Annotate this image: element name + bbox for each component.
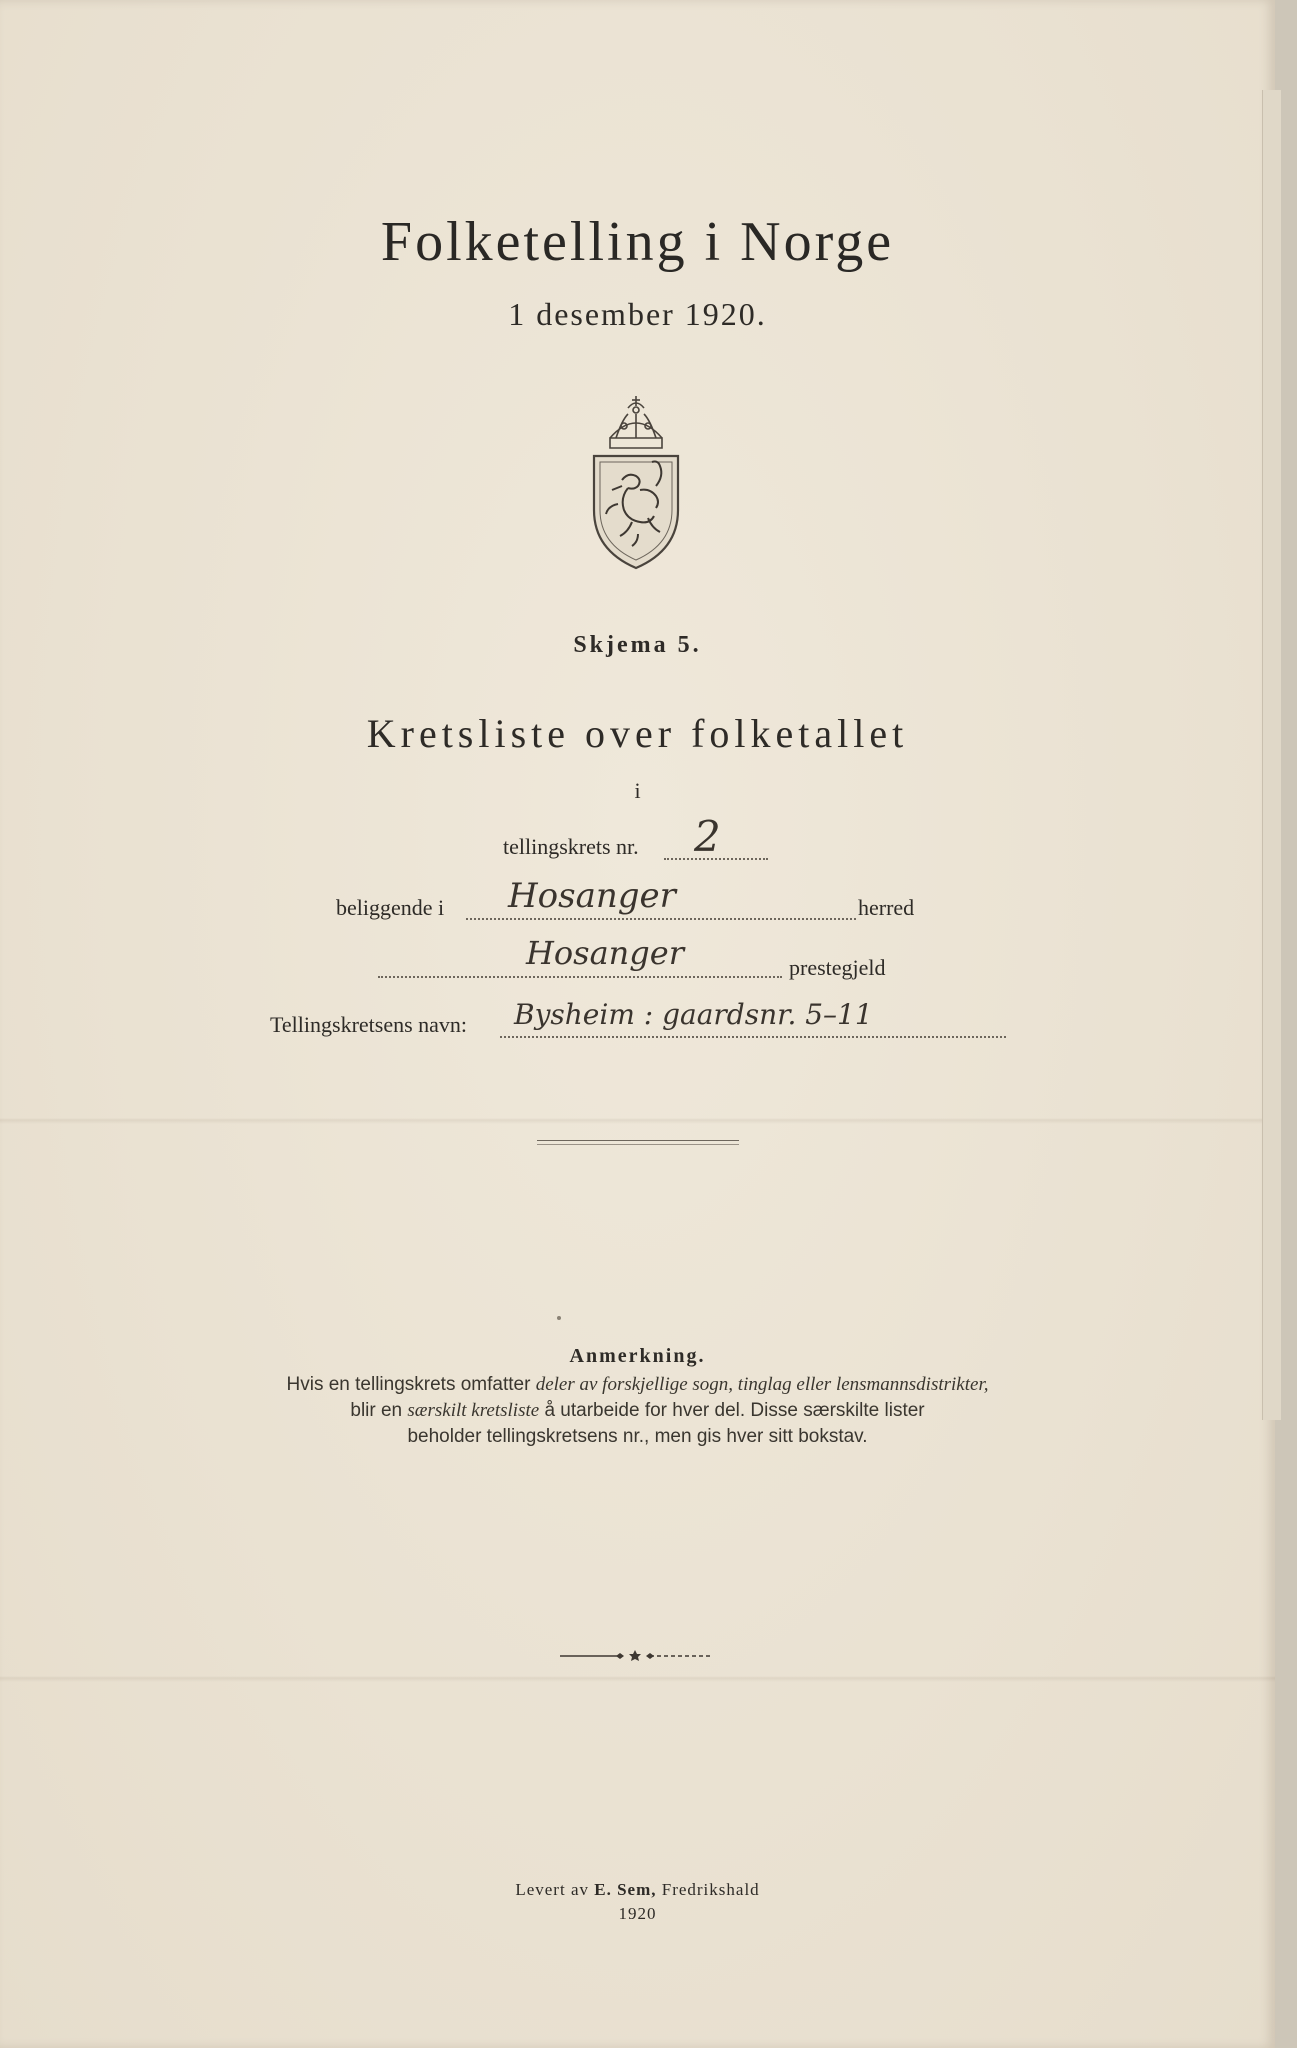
note-heading: Anmerkning. [569,1345,706,1367]
note-line-2 [0,1400,1275,1422]
beliggende-label: beliggende i [336,895,445,920]
printer-city: Fredrikshald [656,1880,760,1899]
star-ornament-icon [560,1648,710,1664]
navn-label: Tellingskretsens navn: [270,1012,468,1037]
beliggende-dotted-line [466,918,856,920]
beliggende-value: Hosanger [508,876,676,916]
herred-label: herred [858,895,915,920]
section-divider-double [537,1144,739,1145]
schema-number: Skjema 5. [573,632,702,658]
note-line-1-emphasis: deler av forskjellige sogn, tinglag eller lensmannsdistrikter, [535,1374,989,1395]
document-title: Folketelling i Norge [380,211,895,273]
krets-value: 2 [694,812,721,861]
ink-dot [557,1316,561,1320]
printer-name: E. Sem, [594,1880,657,1899]
prestegjeld-dotted-line [378,976,782,978]
census-date: 1 desember 1920. [508,296,767,332]
prestegjeld-label: prestegjeld [789,955,886,980]
note-line-2-text: blir en [350,1400,408,1421]
prestegjeld-value: Hosanger [526,934,684,972]
note-line-2-rest: å utarbeide for hver del. Disse særskilte lister [539,1400,925,1421]
printer-prefix: Levert av [515,1880,595,1899]
note-line-2-emphasis: særskilt kretsliste [407,1400,540,1421]
navn-dotted-line [500,1036,1006,1038]
printer-year: 1920 [618,1904,657,1923]
section-divider [537,1140,739,1141]
note-line-1-text: Hvis en tellingskrets omfatter [286,1374,536,1395]
navn-value: Bysheim : gaardsnr. 5–11 [514,998,873,1031]
norwegian-coat-of-arms-icon [588,394,684,570]
form-heading: Kretsliste over folketallet [366,711,909,756]
connector-i: i [634,778,641,803]
printer-credit [0,1880,1275,1900]
krets-label: tellingskrets nr. [503,834,639,859]
note-line-3: beholder tellingskretsens nr., men gis hver sitt bokstav. [407,1426,868,1447]
note-line-1 [0,1374,1275,1396]
